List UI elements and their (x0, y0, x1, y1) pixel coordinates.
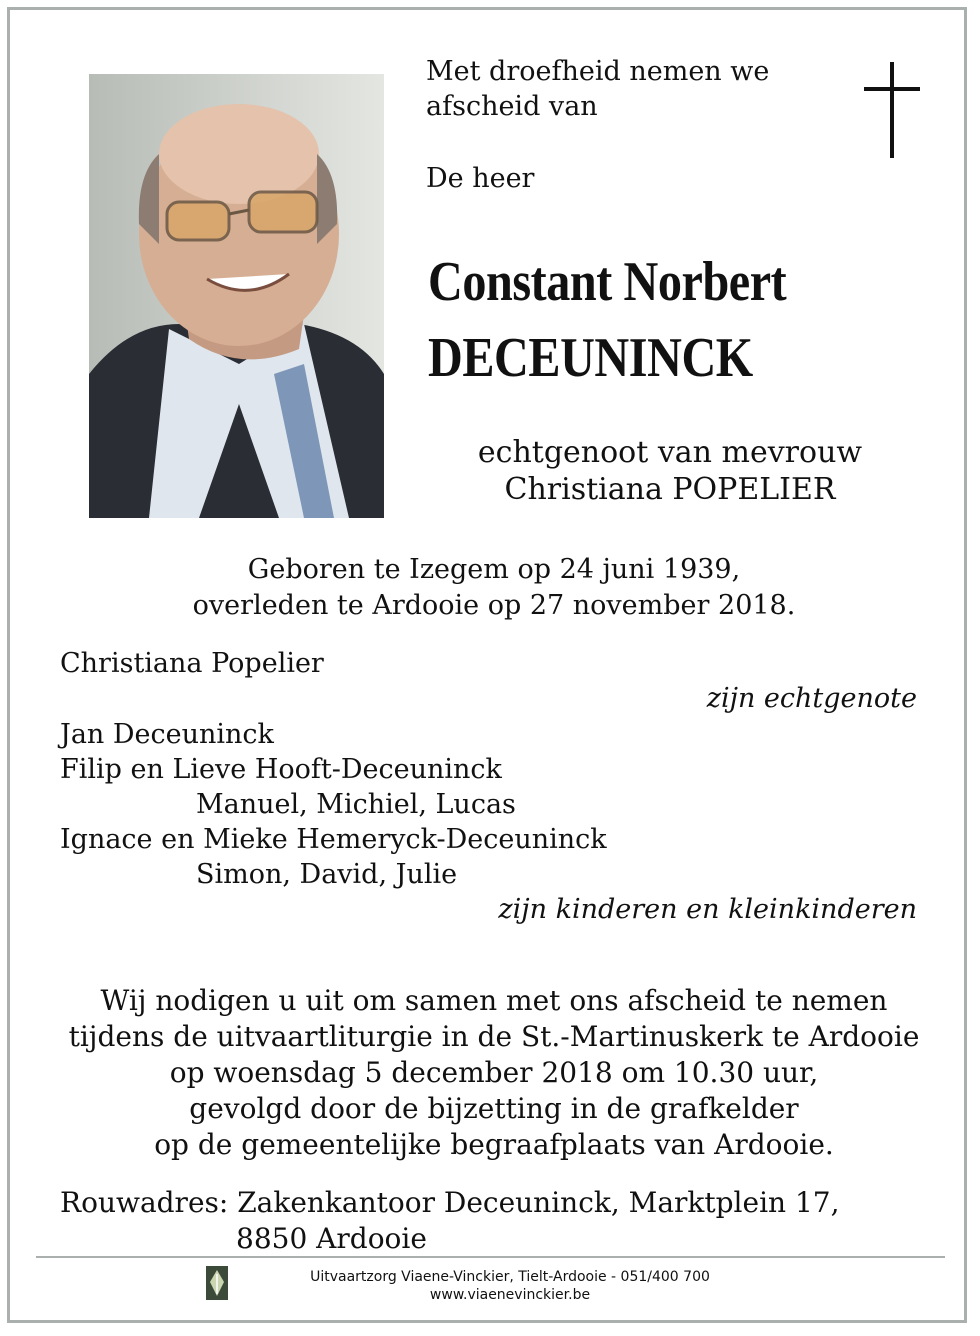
family-children-role: zijn kinderen en kleinkinderen (498, 894, 917, 925)
intro-text (426, 54, 769, 124)
funeral-home-website[interactable]: www.viaenevinckier.be (429, 1287, 591, 1303)
family-spouse-role: zijn echtgenote (706, 683, 917, 714)
address-line: Rouwadres: Zakenkantoor Deceuninck, Marktplein 17, (60, 1186, 840, 1219)
cross-icon (864, 62, 922, 160)
family-spouse-name: Christiana Popelier (60, 648, 324, 679)
life-dates (60, 552, 928, 624)
invitation-text (60, 983, 928, 1163)
spouse-line: echtgenoot van mevrouw (477, 435, 863, 470)
spouse-info (440, 434, 900, 508)
deceased-name (428, 244, 786, 396)
invitation-line: op de gemeentelijke begraafplaats van Ardooie. (154, 1128, 834, 1161)
family-child: Filip en Lieve Hooft-Deceuninck (60, 754, 502, 785)
intro-line: Met droefheid nemen we (426, 56, 770, 87)
death-line: overleden te Ardooie op 27 november 2018. (192, 590, 796, 621)
funeral-home-info (290, 1268, 730, 1304)
family-child: Ignace en Mieke Hemeryck-Deceuninck (60, 824, 607, 855)
deceased-first-names: Constant Norbert (428, 251, 787, 313)
invitation-line: Wij nodigen u uit om samen met ons afscheid te nemen (100, 984, 888, 1017)
funeral-home-name: Uitvaartzorg Viaene-Vinckier, Tielt-Ardooie - 051/400 700 (310, 1269, 710, 1285)
portrait-photo (89, 74, 384, 518)
deceased-surname: DECEUNINCK (428, 327, 753, 389)
address-line: 8850 Ardooie (236, 1222, 427, 1255)
mourning-address (60, 1185, 840, 1257)
family-grandchildren: Simon, David, Julie (196, 859, 458, 890)
family-grandchildren: Manuel, Michiel, Lucas (196, 789, 516, 820)
spouse-line: Christiana POPELIER (504, 472, 836, 507)
invitation-line: tijdens de uitvaartliturgie in de St.-Martinuskerk te Ardooie (68, 1020, 920, 1053)
funeral-home-logo-icon (206, 1266, 228, 1300)
footer-divider (36, 1256, 945, 1258)
invitation-line: op woensdag 5 december 2018 om 10.30 uur, (169, 1056, 819, 1089)
honorific: De heer (426, 163, 535, 194)
invitation-line: gevolgd door de bijzetting in de grafkelder (189, 1092, 799, 1125)
intro-line: afscheid van (426, 91, 598, 122)
family-child: Jan Deceuninck (60, 719, 274, 750)
birth-line: Geboren te Izegem op 24 juni 1939, (247, 554, 741, 585)
